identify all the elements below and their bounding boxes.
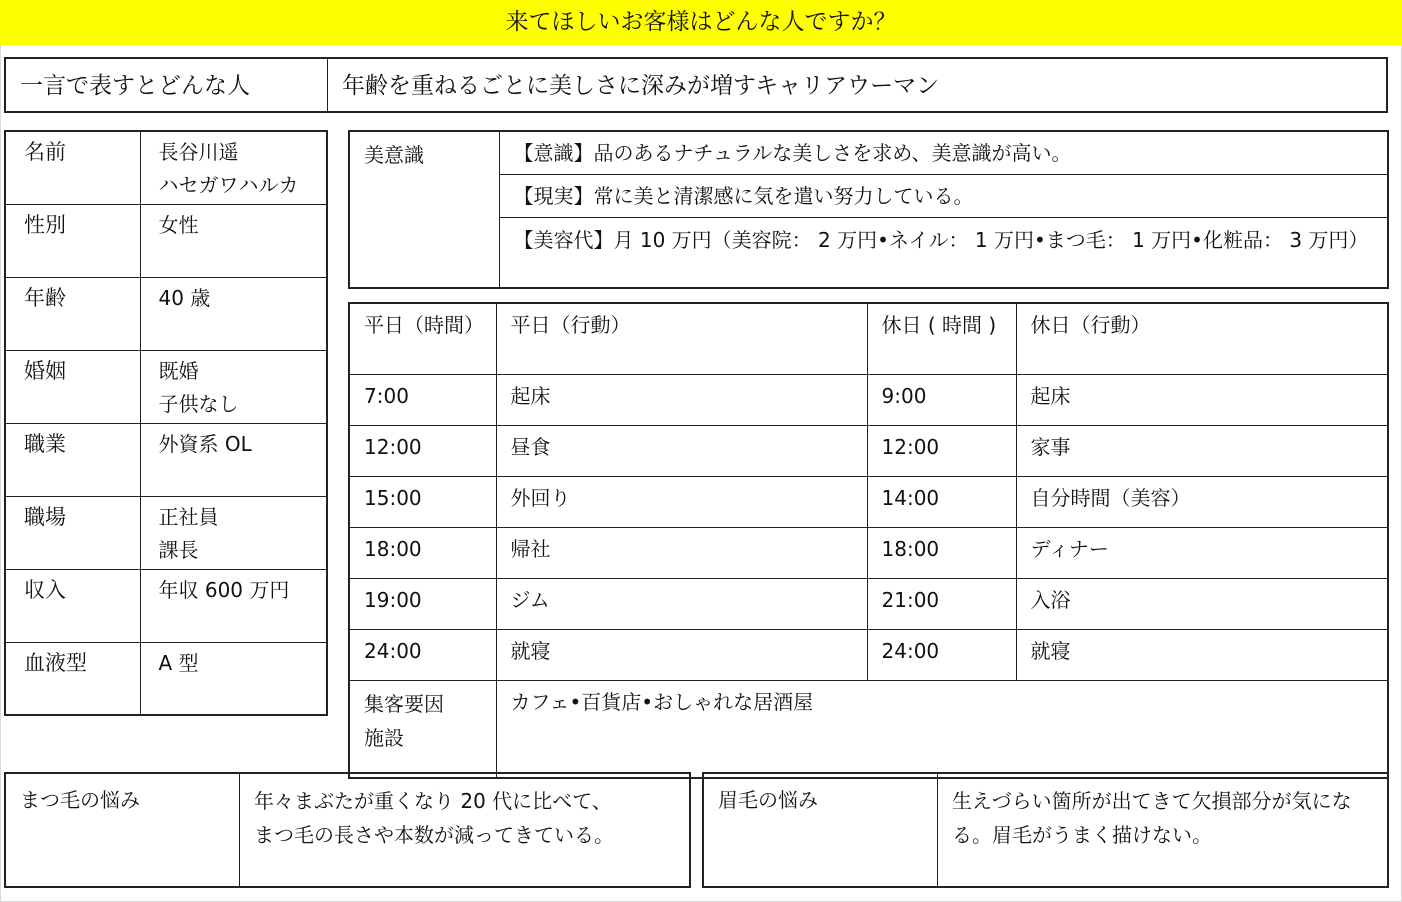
schedule-row [349,476,1388,527]
profile-value: 女性 [140,204,327,277]
profile-row [5,277,327,350]
schedule-cell-holiday-action: 家事 [1016,425,1388,476]
schedule-row [349,629,1388,680]
page-title: 来てほしいお客様はどんな人ですか？ [0,0,1402,45]
beauty-label: 美意識 [349,131,499,288]
schedule-cell-holiday-time: 9:00 [867,374,1016,425]
beauty-line-reality: 【現実】常に美と清潔感に気を遣い努力している。 [499,175,1388,218]
profile-label: 職業 [5,423,140,496]
brow-concern-box [702,772,1389,888]
beauty-line-awareness: 【意識】品のあるナチュラルな美しさを求め、美意識が高い。 [499,131,1388,175]
profile-value: 正社員 課長 [140,496,327,569]
profile-label: 収入 [5,569,140,642]
venue-label: 集客要因 施設 [349,680,496,778]
schedule-row [349,374,1388,425]
lash-concern-box [4,772,691,888]
schedule-cell-holiday-time: 18:00 [867,527,1016,578]
schedule-row [349,578,1388,629]
profile-table [4,130,328,716]
header-holiday-action: 休日（行動） [1016,303,1388,374]
venue-value: カフェ•百貨店•おしゃれな居酒屋 [496,680,1388,778]
brow-concern-value: 生えづらい箇所が出てきて欠損部分が気になる。眉毛がうまく描けない。 [952,789,1352,847]
profile-value: A 型 [140,642,327,715]
profile-row [5,350,327,423]
schedule-cell-weekday-time: 12:00 [349,425,496,476]
schedule-cell-holiday-action: 入浴 [1016,578,1388,629]
beauty-line-cost: 【美容代】月 10 万円（美容院： 2 万円•ネイル： 1 万円•まつ毛： 1 万円•化粧品： 3 万円） [499,218,1388,288]
venue-row [349,680,1388,778]
profile-value: 既婚 子供なし [140,350,327,423]
beauty-table [348,130,1389,289]
schedule-cell-weekday-action: 帰社 [496,527,867,578]
schedule-cell-weekday-time: 7:00 [349,374,496,425]
lash-concern-label: まつ毛の悩み [6,774,240,886]
schedule-cell-holiday-action: 就寝 [1016,629,1388,680]
schedule-cell-weekday-time: 19:00 [349,578,496,629]
schedule-row [349,527,1388,578]
profile-value: 年収 600 万円 [140,569,327,642]
schedule-table [348,302,1389,779]
brow-concern-label: 眉毛の悩み [704,774,938,886]
schedule-cell-holiday-time: 24:00 [867,629,1016,680]
schedule-cell-weekday-action: 起床 [496,374,867,425]
profile-label: 名前 [5,131,140,204]
schedule-cell-weekday-time: 24:00 [349,629,496,680]
profile-row [5,423,327,496]
profile-row [5,204,327,277]
header-weekday-action: 平日（行動） [496,303,867,374]
profile-row [5,569,327,642]
schedule-cell-weekday-action: 外回り [496,476,867,527]
profile-value: 40 歳 [140,277,327,350]
summary-value: 年齢を重ねるごとに美しさに深みが増すキャリアウーマン [342,73,940,99]
profile-value: 外資系 OL [140,423,327,496]
schedule-cell-weekday-time: 18:00 [349,527,496,578]
schedule-cell-weekday-action: 就寝 [496,629,867,680]
schedule-cell-weekday-action: 昼食 [496,425,867,476]
schedule-cell-holiday-action: ディナー [1016,527,1388,578]
schedule-cell-holiday-time: 14:00 [867,476,1016,527]
profile-label: 性別 [5,204,140,277]
schedule-cell-holiday-time: 21:00 [867,578,1016,629]
profile-row [5,642,327,715]
profile-label: 婚姻 [5,350,140,423]
summary-label: 一言で表すとどんな人 [6,59,328,111]
profile-row [5,131,327,204]
schedule-cell-weekday-time: 15:00 [349,476,496,527]
lash-concern-value: 年々まぶたが重くなり 20 代に比べて、 まつ毛の長さや本数が減ってきている。 [254,789,614,847]
schedule-cell-holiday-action: 起床 [1016,374,1388,425]
summary-row [4,57,1388,113]
profile-label: 職場 [5,496,140,569]
profile-value: 長谷川遥 ハセガワハルカ [140,131,327,204]
profile-label: 年齢 [5,277,140,350]
schedule-cell-weekday-action: ジム [496,578,867,629]
profile-label: 血液型 [5,642,140,715]
header-weekday-time: 平日（時間） [349,303,496,374]
schedule-cell-holiday-time: 12:00 [867,425,1016,476]
profile-row [5,496,327,569]
schedule-row [349,425,1388,476]
header-holiday-time: 休日 ( 時間 ) [867,303,1016,374]
schedule-cell-holiday-action: 自分時間（美容） [1016,476,1388,527]
